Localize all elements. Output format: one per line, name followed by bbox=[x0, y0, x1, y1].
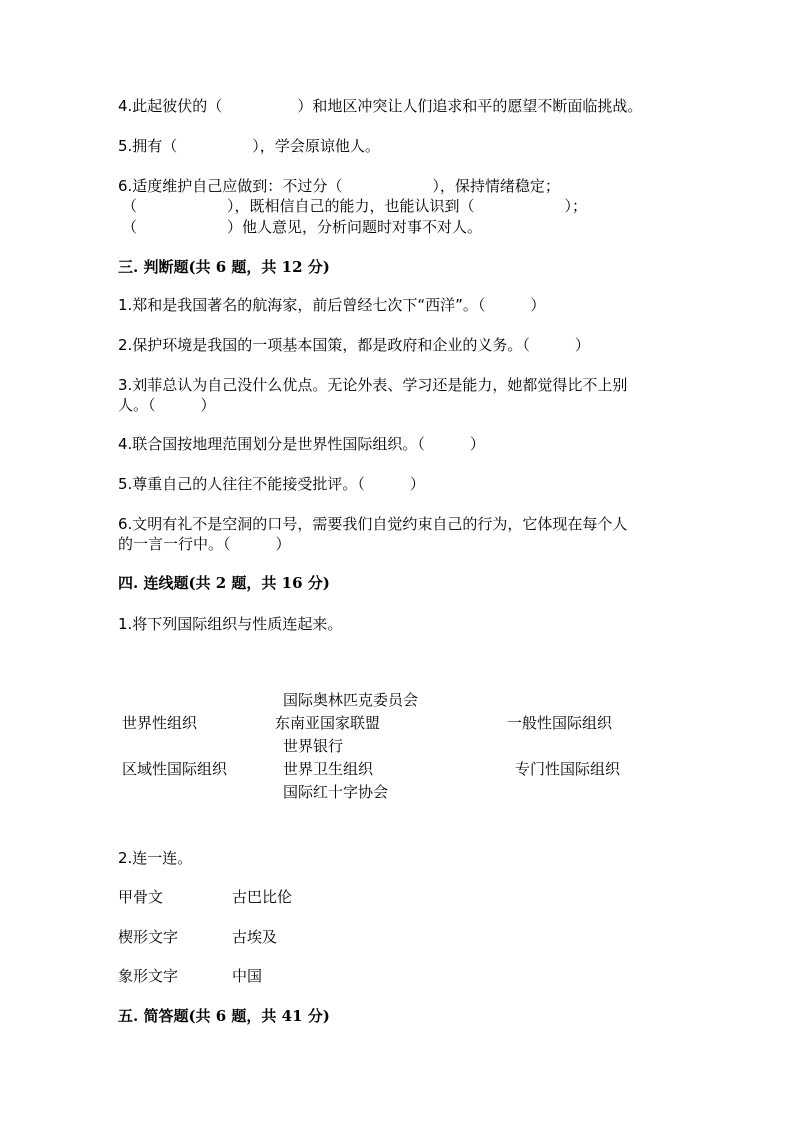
judge-question-2: 2.保护环境是我国的一项基本国策，都是政府和企业的义务。（ ） bbox=[118, 336, 590, 354]
script-item: 甲骨文 bbox=[118, 888, 164, 906]
match-middle-item: 世界银行 bbox=[283, 737, 344, 755]
fill-blank-question-6-line-1: 6.适度维护自己应做到：不过分（ ），保持情绪稳定； bbox=[118, 177, 560, 195]
civilization-item: 古巴比伦 bbox=[232, 888, 293, 906]
fill-blank-question-6-line-3: （ ）他人意见，分析问题时对事不对人。 bbox=[122, 218, 483, 236]
section-3-heading: 三. 判断题(共 6 题，共 12 分) bbox=[118, 258, 330, 276]
judge-question-6-line-1: 6.文明有礼不是空洞的口号，需要我们自觉约束自己的行为，它体现在每个人 bbox=[118, 515, 628, 533]
match-left-item: 世界性组织 bbox=[122, 714, 198, 732]
match-left-item: 区域性国际组织 bbox=[122, 760, 228, 778]
judge-question-6-line-2: 的一言一行中。（ ） bbox=[118, 535, 291, 553]
section-5-heading: 五. 简答题(共 6 题，共 41 分) bbox=[118, 1007, 330, 1025]
judge-question-3-line-2: 人。（ ） bbox=[118, 396, 216, 414]
civilization-item: 中国 bbox=[232, 967, 263, 985]
match-right-item: 一般性国际组织 bbox=[507, 714, 613, 732]
judge-question-5: 5.尊重自己的人往往不能接受批评。（ ） bbox=[118, 475, 425, 493]
fill-blank-question-6-line-2: （ ），既相信自己的能力，也能认识到（ ）； bbox=[122, 197, 588, 215]
matching-question-1-prompt: 1.将下列国际组织与性质连起来。 bbox=[118, 615, 343, 633]
match-middle-item: 世界卫生组织 bbox=[283, 760, 374, 778]
script-item: 象形文字 bbox=[118, 967, 179, 985]
match-right-item: 专门性国际组织 bbox=[515, 760, 621, 778]
script-item: 楔形文字 bbox=[118, 928, 179, 946]
section-4-heading: 四. 连线题(共 2 题，共 16 分) bbox=[118, 574, 330, 592]
judge-question-3-line-1: 3.刘菲总认为自己没什么优点。无论外表、学习还是能力，她都觉得比不上别 bbox=[118, 376, 628, 394]
match-middle-item: 国际红十字协会 bbox=[283, 783, 389, 801]
judge-question-1: 1.郑和是我国著名的航海家，前后曾经七次下“西洋”。（ ） bbox=[118, 296, 546, 314]
fill-blank-question-4: 4.此起彼伏的（ ）和地区冲突让人们追求和平的愿望不断面临挑战。 bbox=[118, 97, 643, 115]
matching-question-2-prompt: 2.连一连。 bbox=[118, 849, 193, 867]
match-middle-item: 国际奥林匹克委员会 bbox=[283, 691, 419, 709]
fill-blank-question-5: 5.拥有（ ），学会原谅他人。 bbox=[118, 137, 380, 155]
judge-question-4: 4.联合国按地理范围划分是世界性国际组织。（ ） bbox=[118, 435, 485, 453]
civilization-item: 古埃及 bbox=[232, 928, 278, 946]
match-middle-item: 东南亚国家联盟 bbox=[275, 714, 381, 732]
